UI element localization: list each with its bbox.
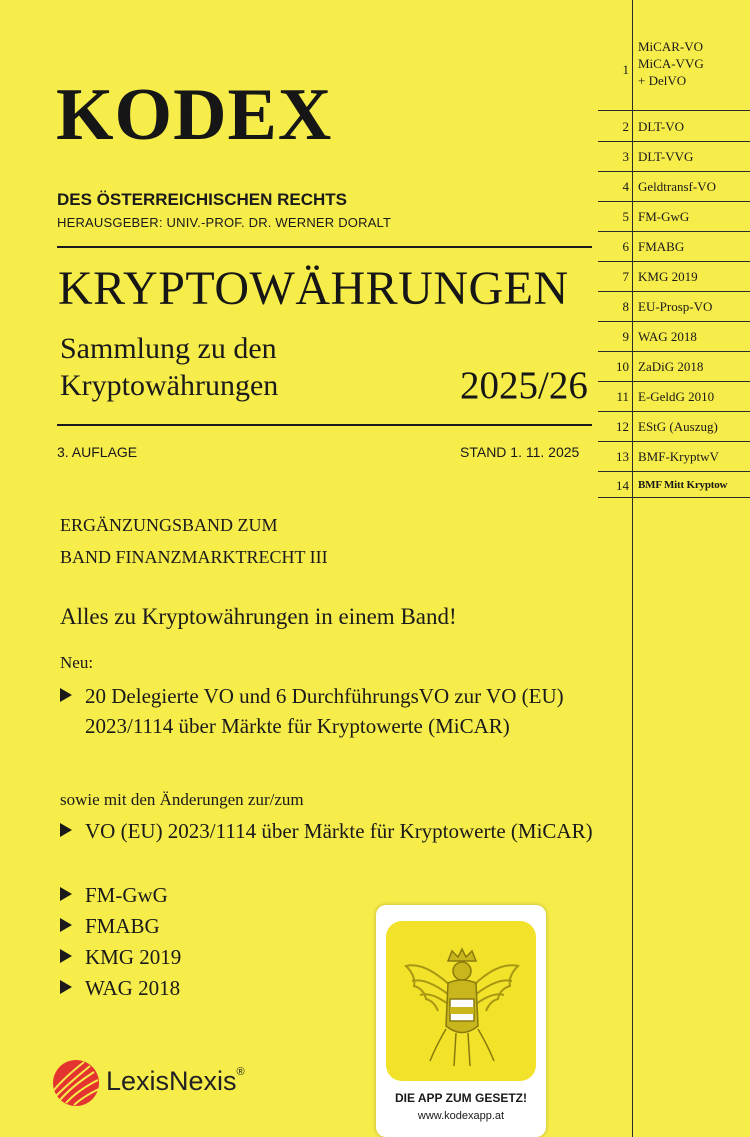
new-item (60, 681, 590, 741)
register-row (598, 232, 750, 262)
register-label: MiCAR-VO MiCA-VVG + DelVO (638, 39, 704, 88)
change-item (60, 942, 360, 972)
change-item-text: FM-GwG (85, 883, 168, 907)
bullet-triangle-icon (60, 949, 72, 963)
register-row (598, 0, 750, 111)
new-label: Neu: (60, 653, 94, 672)
app-tagline: DIE APP ZUM GESETZ! (394, 1091, 527, 1105)
register-number: 4 (622, 179, 629, 194)
register-label: FM-GwG (638, 209, 690, 224)
supplement-note (60, 509, 328, 573)
register-number: 8 (622, 299, 629, 314)
register-number: 14 (616, 478, 629, 493)
change-item (60, 973, 360, 1003)
editor-line: HERAUSGEBER: UNIV.-PROF. DR. WERNER DORALT (57, 215, 392, 230)
edition-date: STAND 1. 11. 2025 (460, 444, 580, 460)
register-number: 11 (616, 389, 629, 404)
supplement-line1: ERGÄNZUNGSBAND ZUM (60, 515, 278, 535)
change-item (60, 880, 360, 910)
register-row (598, 472, 750, 498)
register-label: KMG 2019 (638, 269, 698, 284)
change-item-text: KMG 2019 (85, 945, 182, 969)
edition-number: 3. AUFLAGE (57, 444, 138, 460)
register-row (598, 322, 750, 352)
bullet-triangle-icon (60, 823, 72, 837)
register-label: EU-Prosp-VO (638, 299, 713, 314)
bullet-triangle-icon (60, 980, 72, 994)
eagle-crest-icon (386, 921, 536, 1081)
register-label: EStG (Auszug) (638, 419, 718, 434)
bullet-triangle-icon (60, 688, 72, 702)
register-number: 12 (616, 419, 629, 434)
divider-top (57, 246, 592, 248)
register-row (598, 292, 750, 322)
app-url: www.kodexapp.at (417, 1110, 505, 1122)
bullet-triangle-icon (60, 887, 72, 901)
register-label: DLT-VVG (638, 149, 694, 164)
edition-year: 2025/26 (460, 364, 588, 407)
register-row (598, 352, 750, 382)
blurb-headline: Alles zu Kryptowährungen in einem Band! (60, 604, 457, 629)
book-title: KRYPTOWÄHRUNGEN (58, 262, 569, 315)
app-icon (386, 921, 536, 1081)
change-item-text: VO (EU) 2023/1114 über Märkte für Kryptowerte (MiCAR) (85, 819, 593, 843)
change-item-text: WAG 2018 (85, 976, 181, 1000)
lexisnexis-logo-icon (50, 1056, 100, 1108)
register-row (598, 111, 750, 142)
registered-mark: ® (236, 1066, 245, 1078)
register-number: 13 (616, 449, 629, 464)
series-subtitle: DES ÖSTERREICHISCHEN RECHTS (57, 190, 347, 209)
register-label: BMF-KryptwV (638, 449, 719, 464)
register-row (598, 202, 750, 232)
register-label: Geldtransf-VO (638, 179, 716, 194)
register-number: 7 (622, 269, 629, 284)
change-item (60, 816, 620, 846)
register-row (598, 442, 750, 472)
book-subtitle-line1: Sammlung zu den (60, 332, 277, 365)
register-number: 6 (622, 239, 629, 254)
changes-label: sowie mit den Änderungen zur/zum (60, 790, 304, 809)
bullet-triangle-icon (60, 918, 72, 932)
publisher-name (106, 1066, 245, 1097)
register-number: 3 (622, 149, 629, 164)
register-number: 5 (622, 209, 629, 224)
divider-bottom (57, 424, 592, 426)
register-label: DLT-VO (638, 119, 684, 134)
register-row (598, 412, 750, 442)
brand-title: KODEX (56, 74, 333, 156)
register-row (598, 262, 750, 292)
new-item-text: 20 Delegierte VO und 6 DurchführungsVO zur VO (EU) 2023/1114 über Märkte für Kryptowerte (MiCAR) (85, 684, 564, 738)
register-label: FMABG (638, 239, 685, 254)
register-label: WAG 2018 (638, 329, 697, 344)
change-item-text: FMABG (85, 914, 160, 938)
supplement-line2: BAND FINANZMARKTRECHT III (60, 547, 328, 567)
book-subtitle (60, 330, 278, 404)
register-number: 10 (616, 359, 629, 374)
register-number: 2 (622, 119, 629, 134)
change-item (60, 911, 360, 941)
register-label: ZaDiG 2018 (638, 359, 704, 374)
register-row (598, 142, 750, 172)
register-label: E-GeldG 2010 (638, 389, 715, 404)
register-number: 1 (622, 62, 629, 77)
book-subtitle-line2: Kryptowährungen (60, 369, 279, 402)
register-row (598, 382, 750, 412)
register-row (598, 172, 750, 202)
app-promo-card (376, 905, 546, 1137)
register-number: 9 (622, 329, 629, 344)
register-label: BMF Mitt Kryptow (638, 479, 728, 491)
publisher-name-text: LexisNexis (106, 1066, 237, 1096)
